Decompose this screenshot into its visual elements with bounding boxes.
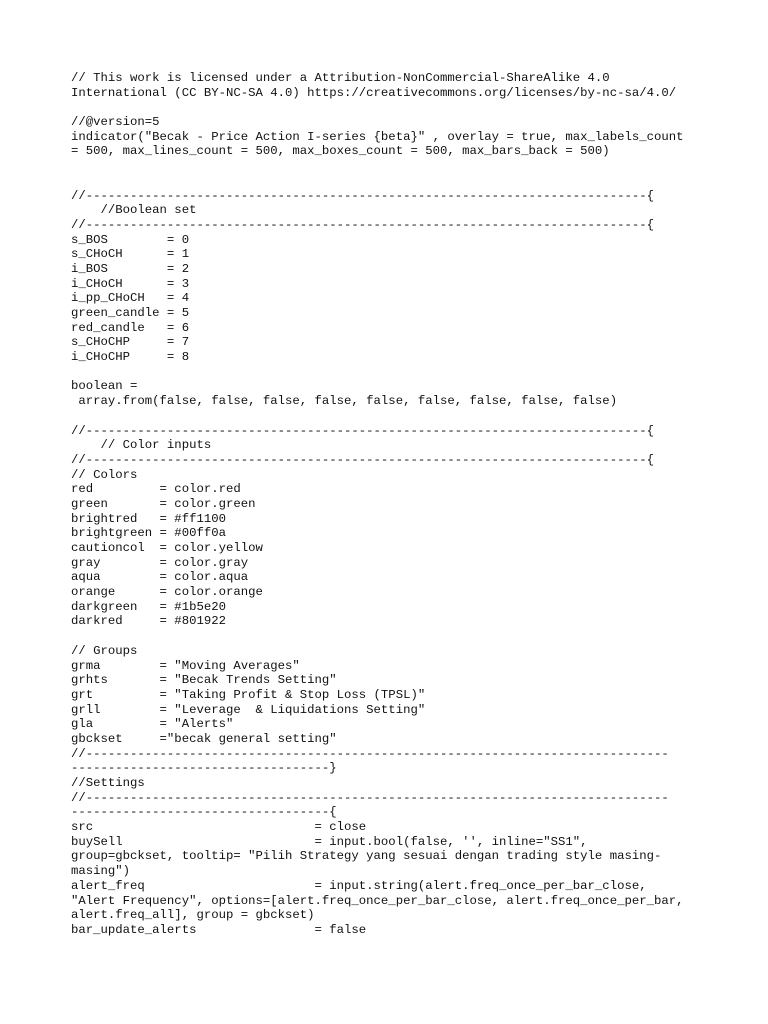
code-line: grma = "Moving Averages" — [71, 658, 300, 673]
code-line: // Groups — [71, 643, 138, 658]
code-line: s_CHoCH = 1 — [71, 247, 190, 262]
code-line: gbckset ="becak general setting" — [71, 731, 337, 746]
code-line: //----------------------------------------------------------------------------{ — [71, 217, 654, 232]
code-line: i_pp_CHoCH = 4 — [71, 291, 190, 306]
code-line: orange = color.orange — [71, 585, 263, 600]
code-line: aqua = color.aqua — [71, 570, 249, 585]
code-line: // Color inputs — [71, 438, 212, 453]
code-line: indicator("Becak - Price Action I-series {beta}" , overlay = true, max_labels_count — [71, 129, 684, 144]
code-line: src = close — [71, 820, 367, 835]
code-line — [71, 174, 711, 189]
code-line — [71, 100, 711, 115]
code-line: //Boolean set — [71, 203, 197, 218]
code-line: //@version=5 — [71, 115, 160, 130]
code-line — [71, 365, 711, 380]
code-line: //Settings — [71, 776, 145, 790]
code-line: s_CHoCHP = 7 — [71, 335, 190, 350]
code-line: brightred = #ff1100 — [71, 511, 226, 526]
code-line: masing") — [71, 864, 131, 879]
code-line: "Alert Frequency", options=[alert.freq_once_per_bar_close, alert.freq_once_per_bar, — [71, 893, 684, 908]
code-line: array.from(false, false, false, false, false, false, false, false, false) — [71, 394, 618, 409]
code-line: darkgreen = #1b5e20 — [71, 599, 226, 614]
code-line: alert_freq = input.string(alert.freq_once_per_bar_close, — [71, 878, 647, 893]
code-line: alert.freq_all], group = gbckset) — [71, 908, 315, 923]
code-line: gray = color.gray — [71, 555, 249, 570]
code-line: //------------------------------------------------------------------------------- — [71, 746, 669, 761]
code-line: green = color.green — [71, 496, 256, 511]
code-line: = 500, max_lines_count = 500, max_boxes_count = 500, max_bars_back = 500) — [71, 144, 610, 159]
code-line: brightgreen = #00ff0a — [71, 526, 226, 541]
code-line: -----------------------------------{ — [71, 805, 337, 820]
code-line: // Colors — [71, 467, 138, 482]
code-line: red = color.red — [71, 482, 241, 497]
code-document — [71, 71, 711, 938]
code-line: grhts = "Becak Trends Setting" — [71, 673, 337, 688]
code-line: gla = "Alerts" — [71, 717, 234, 732]
code-line: red_candle = 6 — [71, 320, 190, 335]
code-line: i_BOS = 2 — [71, 261, 190, 276]
code-line: // This work is licensed under a Attribution-NonCommercial-ShareAlike 4.0 — [71, 71, 610, 85]
code-line: International (CC BY-NC-SA 4.0) https://creativecommons.org/licenses/by-nc-sa/4.0/ — [71, 85, 677, 100]
code-line: grll = "Leverage & Liquidations Setting" — [71, 702, 426, 717]
code-line: darkred = #801922 — [71, 614, 226, 629]
code-line: group=gbckset, tooltip= "Pilih Strategy yang sesuai dengan trading style masing- — [71, 849, 662, 864]
code-line: green_candle = 5 — [71, 306, 190, 320]
code-line: s_BOS = 0 — [71, 232, 190, 247]
code-line: buySell = input.bool(false, '', inline="SS1", — [71, 834, 588, 849]
code-line: cautioncol = color.yellow — [71, 541, 263, 555]
code-line: i_CHoCHP = 8 — [71, 350, 190, 365]
code-line: //----------------------------------------------------------------------------{ — [71, 423, 654, 438]
code-line: -----------------------------------} — [71, 761, 337, 776]
code-line — [71, 409, 711, 424]
code-line: i_CHoCH = 3 — [71, 276, 190, 291]
code-line: bar_update_alerts = false — [71, 922, 367, 937]
code-line: boolean = — [71, 379, 138, 394]
code-line: //------------------------------------------------------------------------------- — [71, 790, 669, 805]
code-line — [71, 629, 711, 644]
code-line: grt = "Taking Profit & Stop Loss (TPSL)" — [71, 687, 426, 702]
code-line — [71, 159, 711, 174]
code-line: //----------------------------------------------------------------------------{ — [71, 188, 654, 203]
code-line: //----------------------------------------------------------------------------{ — [71, 452, 654, 467]
